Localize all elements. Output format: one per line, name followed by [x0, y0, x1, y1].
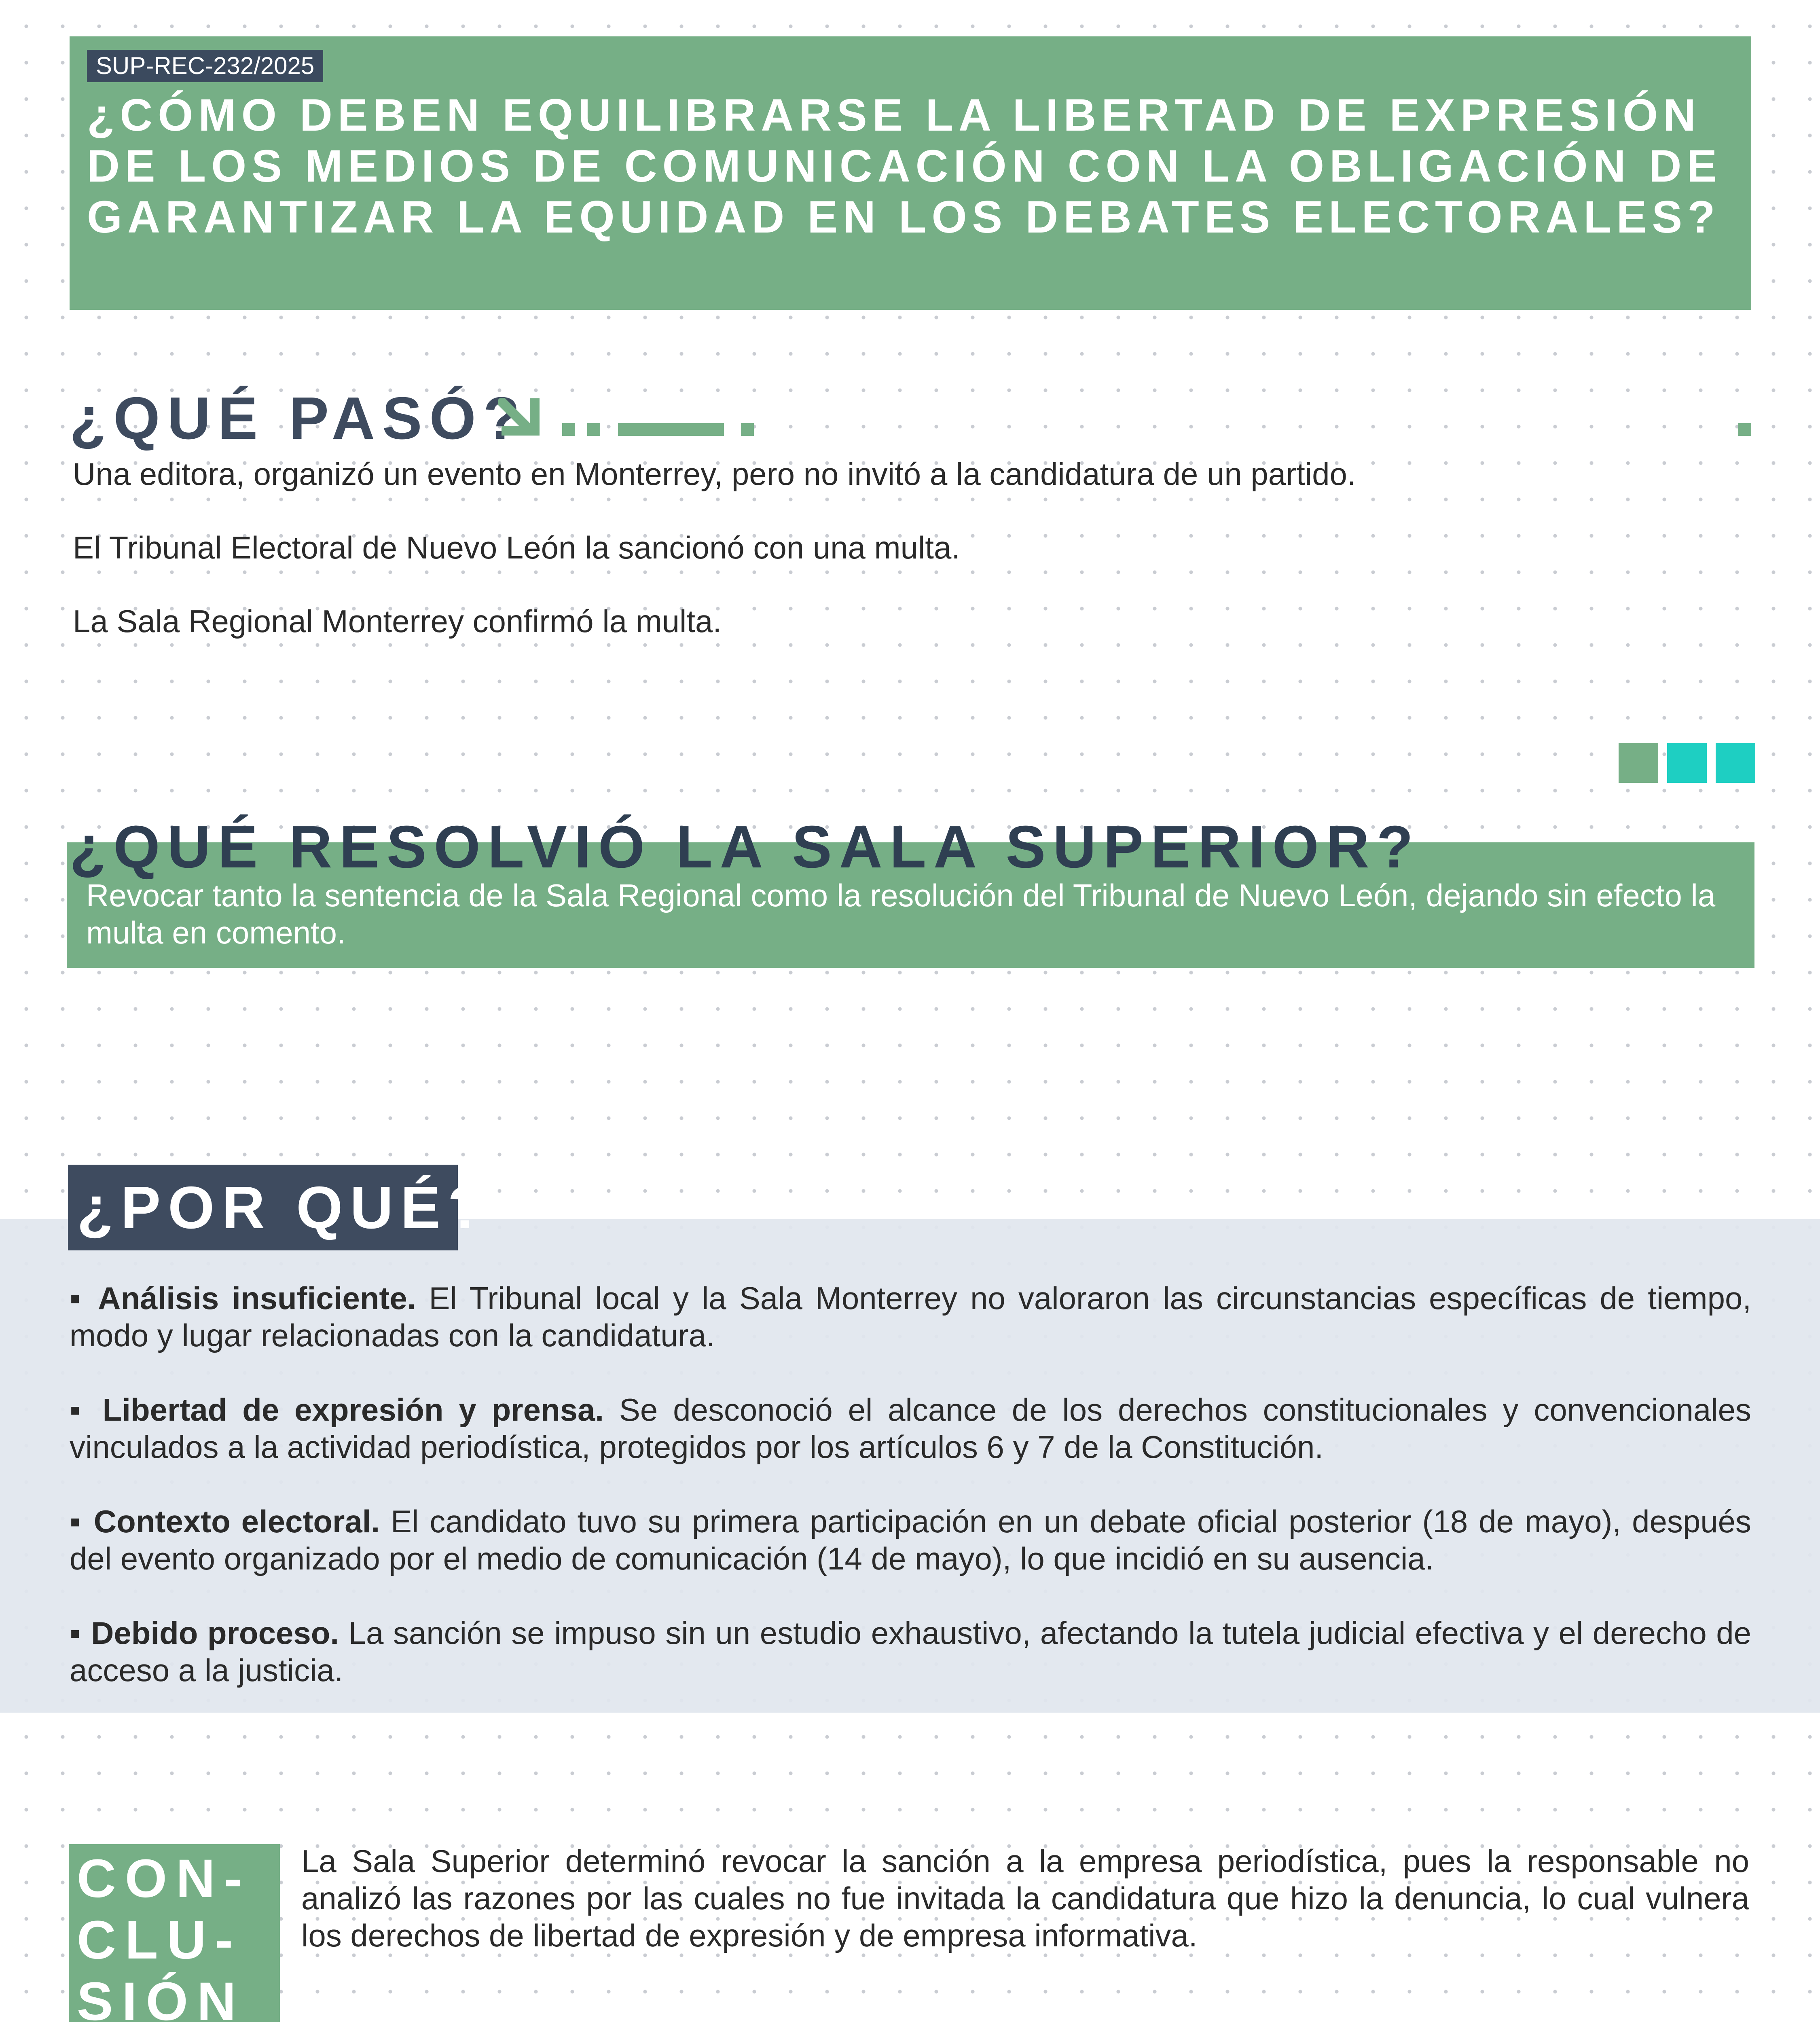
conclusion-label: CON- CLU- SIÓN: [77, 1849, 251, 2022]
section-heading-resolution: ¿QUÉ RESOLVIÓ LA SALA SUPERIOR?: [70, 814, 1421, 880]
paragraph: La Sala Regional Monterrey confirmó la multa.: [73, 603, 722, 639]
case-number-tag: SUP-REC-232/2025: [87, 50, 323, 82]
reason-item: ▪ Libertad de expresión y prensa. Se desconoció el alcance de los derechos constitucionales y convencionales vinculados a la actividad periodística, protegidos por los artículos 6 y 7 de la Constitución.: [70, 1392, 1752, 1465]
decorative-square: [1667, 743, 1707, 783]
section-heading-why: ¿POR QUÉ?: [77, 1174, 492, 1241]
decorative-dot: [587, 423, 600, 436]
decorative-dot: [562, 423, 575, 436]
decorative-square: [1619, 743, 1658, 783]
resolution-text: Revocar tanto la sentencia de la Sala Regional como la resolución del Tribunal de Nuevo León, dejando sin efecto la multa en comento.: [86, 878, 1716, 950]
reason-item: ▪ Análisis insuficiente. El Tribunal local y la Sala Monterrey no valoraron las circunstancias específicas de tiempo, modo y lugar relacionadas con la candidatura.: [70, 1280, 1752, 1353]
page-title: ¿CÓMO DEBEN EQUILIBRARSE LA LIBERTAD DE EXPRESIÓN DE LOS MEDIOS DE COMUNICACIÓN CON LA OBLIGACIÓN DE GARANTIZAR LA EQUIDAD EN LOS DEBATES ELECTORALES?: [87, 90, 1723, 242]
arrow-down-right-icon: [498, 398, 547, 439]
reason-item: ▪ Debido proceso. La sanción se impuso sin un estudio exhaustivo, afectando la tutela judicial efectiva y el derecho de acceso a la justicia.: [70, 1615, 1752, 1688]
paragraph: Una editora, organizó un evento en Monterrey, pero no invitó a la candidatura de un partido.: [73, 456, 1356, 492]
decorative-dot: [1738, 423, 1751, 436]
decorative-square: [1716, 743, 1755, 783]
conclusion-text: La Sala Superior determinó revocar la sanción a la empresa periodística, pues la responsable no analizó las razones por las cuales no fue invitada la candidatura que hizo la denuncia, lo cual vulnera los derechos de libertad de expresión y de empresa informativa.: [301, 1843, 1749, 1953]
section-heading-what-happened: ¿QUÉ PASÓ?: [70, 385, 527, 452]
paragraph: El Tribunal Electoral de Nuevo León la sancionó con una multa.: [73, 530, 961, 565]
reason-item: ▪ Contexto electoral. El candidato tuvo su primera participación en un debate oficial posterior (18 de mayo), después del evento organizado por el medio de comunicación (14 de mayo), lo que incidió en su ausencia.: [70, 1504, 1751, 1576]
decorative-dot: [741, 423, 754, 436]
decorative-bar: [618, 423, 724, 436]
